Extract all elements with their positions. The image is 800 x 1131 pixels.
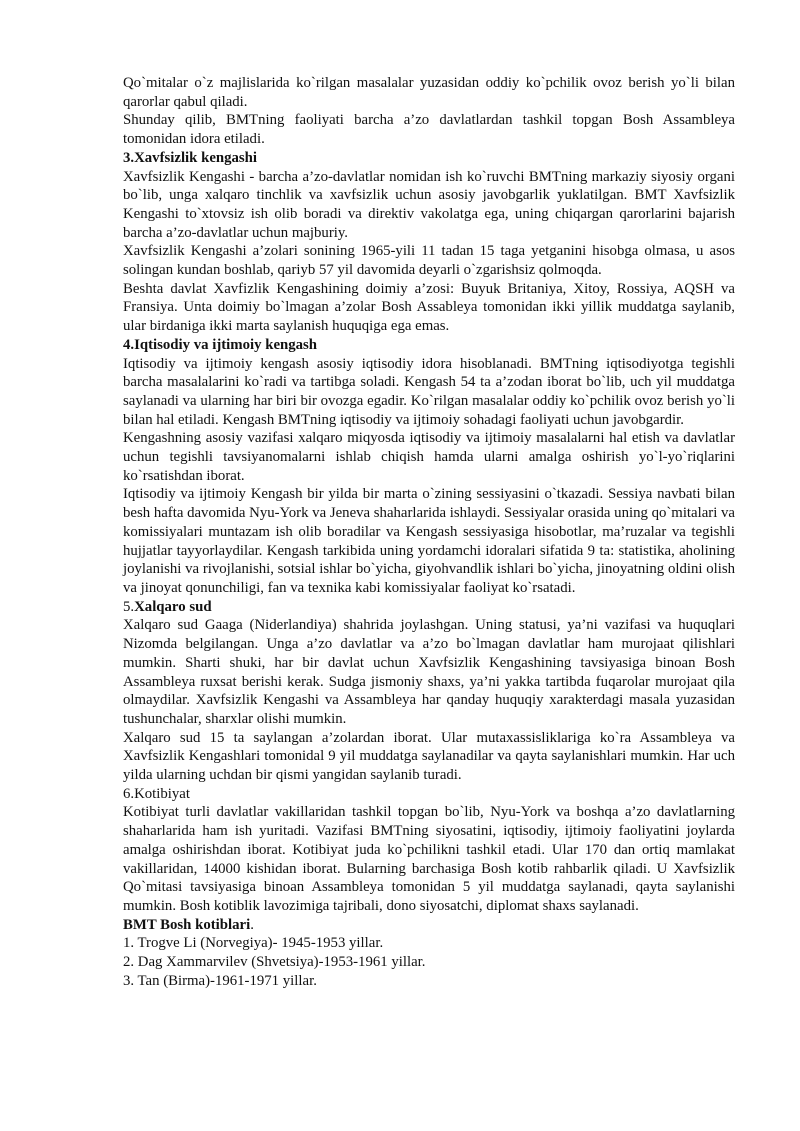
list-item: 2. Dag Xammarvilev (Shvetsiya)-1953-1961 yillar. bbox=[123, 954, 426, 971]
paragraph-security-council-members: Xavfsizlik Kengashi a’zolari sonining 1965-yili 11 tadan 15 taga yetganini hisobga olmasa, u asos solingan kundan boshlab, qariyb 57 yil davomida deyarli o`zgarishsiz qolmoqda. bbox=[123, 243, 735, 279]
heading-text: Xalqaro sud bbox=[134, 598, 212, 615]
paragraph-court-location: Xalqaro sud Gaaga (Niderlandiya) shahrida joylashgan. Uning statusi, ya’ni vazifasi va huquqlari Nizomda belgilangan. Unga a’zo davlatlar va a’zo bo`lmagan davlatlar ham murojaat qilishlari mumkin. Sharti shuki, har bir davlat uchun Xavfsizlik Kengashining tavsiyasiga binoan Bosh Assambleya ruxsat berishi kerak. Sudga jismoniy shaxs, ya’ni yakka tartibda fuqarolar murojaat qila olmaydilar. Xavfsizlik Kengashi va Assambleya har qanday huquqiy xarakterdagi masala yuzasidan tushunchalar, sharxlar olishi mumkin. bbox=[123, 617, 735, 727]
paragraph-ecosoc-sessions: Iqtisodiy va ijtimoiy Kengash bir yilda bir marta o`zining sessiyasini o`tkazadi. Sessiya navbati bilan besh hafta davomida Nyu-York va Jeneva shaharlarida ishlaydi. Sessiyalar orasida uning qo`mitalari va komissiyalari muntazam ish olib boradilar va Kengash sessiyasiga hisobotlar, ma’ruzalar va tegishli hujjatlar tayyorlaydilar. Kengash tarkibida uning yordamchi idoralari sifatida 9 ta: statistika, aholining joylanishi va rivojlanishi, sotsial ishlar bo`yicha, giyohvandlik ishlari bo`yicha, jinoyatning oldini olish va jinoyat qonunchiligi, fan va texnika kabi komissiyalar faoliyat ko`rsatadi. bbox=[123, 486, 735, 596]
secretaries-list bbox=[123, 934, 735, 990]
heading-tail: . bbox=[250, 916, 254, 933]
heading-economic-social-council: 4.Iqtisodiy va ijtimoiy kengash bbox=[123, 336, 318, 353]
paragraph-secretariat-role: Kotibiyat turli davlatlar vakillaridan tashkil topgan bo`lib, Nyu-York va boshqa a’zo davlatlarning shaharlarida ham ish yuritadi. Vazifasi BMTning siyosatini, iqtisodiy, ijtimoiy faoliyatini joylarda amalga oshirishdan iborat. Kotibiyat juda ko`pchilikni tashkil etadi. Ular 170 dan ortiq mamlakat vakillaridan, 14000 kishidan iborat. Bularning barchasiga Bosh kotib rahbarlik qiladi. U Xavfsizlik Qo`mitasi tavsiyasiga binoan Assambleya tomonidan 5 yil muddatga saylanadi, qayta saylanishi mumkin. Bosh kotiblik lavozimiga tajribali, dono siyosatchi, diplomat shaxs saylanadi. bbox=[123, 804, 735, 914]
paragraph-ecosoc-role: Iqtisodiy va ijtimoiy kengash asosiy iqtisodiy idora hisoblanadi. BMTning iqtisodiyotga tegishli barcha masalalarini ko`radi va tartibga soladi. Kengash 54 ta a’zodan iborat bo`lib, uch yil muddatga saylanadi va ularning har biri bir ovozga egadir. Ko`rilgan masalalar oddiy ko`pchilik ovoz berish yo`li bilan hal etiladi. Kengash BMTning iqtisodiy va ijtimoiy sohadagi faoliyati uchun javobgardir. bbox=[123, 355, 735, 428]
paragraph-court-members: Xalqaro sud 15 ta saylangan a’zolardan iborat. Ular mutaxassisliklariga ko`ra Assambleya va Xavfsizlik Kengashlari tomonidal 9 yil muddatga saylanadilar va qayta saylanishlari mumkin. Har uch yilda ularning uchdan bir qismi yangidan saylanib turadi. bbox=[123, 729, 735, 784]
heading-international-court bbox=[123, 598, 735, 617]
heading-security-council: 3.Xavfsizlik kengashi bbox=[123, 149, 258, 166]
paragraph-permanent-members: Beshta davlat Xavfizlik Kengashining doimiy a’zosi: Buyuk Britaniya, Xitoy, Rossiya, AQSH va Fransiya. Unta doimiy bo`lmagan a’zolar Bosh Assableya tomonidan ikki yillik muddatga saylanib, ular birdaniga ikki marta saylanish huquqiga ega emas. bbox=[123, 280, 735, 335]
document-page bbox=[123, 74, 735, 990]
list-item: 3. Tan (Birma)-1961-1971 yillar. bbox=[123, 972, 317, 989]
list-item: 1. Trogve Li (Norvegiya)- 1945-1953 yillar. bbox=[123, 935, 384, 952]
heading-text: BMT Bosh kotiblari bbox=[123, 916, 251, 933]
paragraph-committees-voting: Qo`mitalar o`z majlislarida ko`rilgan masalalar yuzasidan oddiy ko`pchilik ovoz berish yo`li bilan qarorlar qabul qiladi. bbox=[123, 75, 735, 110]
paragraph-ecosoc-tasks: Kengashning asosiy vazifasi xalqaro miqyosda iqtisodiy va ijtimoiy masalalarni hal etish va davlatlar uchun tegishli tavsiyanomalarni ishlab chiqish hamda ularni amalga oshirish yo`l-yo`riqlarini ko`rsatishdan iborat. bbox=[123, 430, 735, 484]
heading-number: 5. bbox=[123, 598, 135, 615]
paragraph-security-council-role: Xavfsizlik Kengashi - barcha a’zo-davlatlar nomidan ish ko`ruvchi BMTning markaziy siyosiy organi bo`lib, unga xalqaro tinchlik va xavfsizlik uchun asosiy javobgarlik yuklatilgan. BMT Xavfsizlik Kengashi to`xtovsiz ish olib boradi va direktiv vakolatga ega, uning chiqargan qarorlarini bajarish barcha a’zo-davlatlar uchun majburiy. bbox=[123, 168, 735, 241]
heading-secretaries-general bbox=[123, 916, 735, 935]
paragraph-general-assembly-summary: Shunday qilib, BMTning faoliyati barcha a’zo davlatlardan tashkil topgan Bosh Assambleya tomonidan idora etiladi. bbox=[123, 112, 735, 148]
heading-secretariat: 6.Kotibiyat bbox=[123, 785, 190, 802]
